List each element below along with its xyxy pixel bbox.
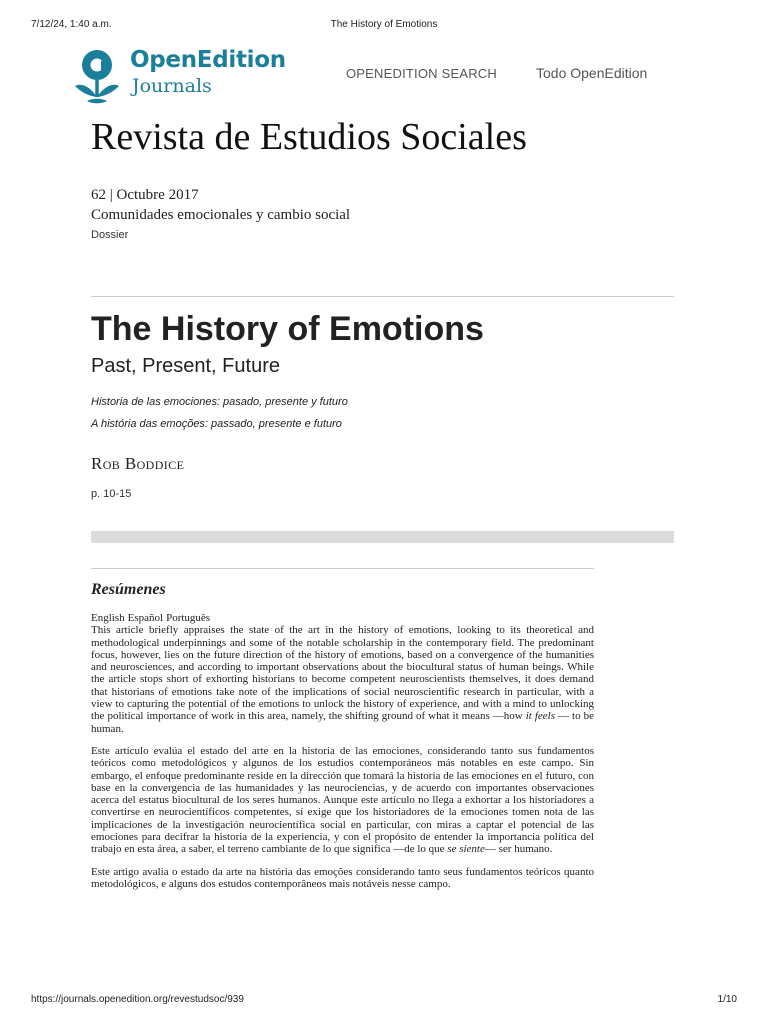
alt-title-pt: A história das emoções: passado, presente e futuro [91,418,342,430]
article-title: The History of Emotions [91,310,484,348]
abstract-language-links [91,612,594,624]
openedition-flower-icon [74,47,126,107]
toolbar-placeholder-bar [91,531,674,543]
page-range: p. 10-15 [91,488,132,500]
print-footer [0,994,768,1008]
abstract-en-emphasis: it feels [525,710,556,723]
author-name[interactable]: Rob Boddice [91,454,185,473]
lang-link-english[interactable]: English [91,612,125,624]
print-header [0,19,768,33]
print-page-number: 1/10 [717,994,737,1005]
print-url: https://journals.openedition.org/revestudsoc/939 [31,994,244,1005]
abstract-spanish [91,745,594,856]
openedition-search-link[interactable]: OPENEDITION SEARCH [346,66,497,81]
abstract-es-text-1: Este artículo evalúa el estado del arte en la historia de las emociones, considerando tanto sus fundamentos teóricos como metodológicos y algunos de los estudios contemporáneos más notables en este campo. Sin embargo, el enfoque predominante reside en la dirección que tomará la historia de las emociones en el futuro, con base en la convergencia de las humanidades y las neurociencias, y de acuerdo con importantes observaciones acerca del estatus biocultural de los seres humanos. Aunque este artículo no llega a exhortar a los historiadores a convertirse en neurocientíficos competentes, sí exige que los historiadores de la emociones tomen nota de las implicaciones de la investigación neurocientífica social en particular, con miras a captar el potencial de las emociones para decifrar la historia de la experiencia, y con el propósito de entender la importancia política del trabajo en esta área, a saber, el terreno cambiante de lo que significa —de lo que [91,744,594,856]
abstract-es-emphasis: se siente [447,843,485,856]
todo-openedition-link[interactable]: Todo OpenEdition [536,65,648,81]
abstracts-section [91,612,594,890]
article-subtitle: Past, Present, Future [91,355,280,377]
logo-sub-text: Journals [132,75,212,97]
issue-title[interactable]: Comunidades emocionales y cambio social [91,207,351,223]
abstract-english [91,624,594,735]
abstract-en-text-2: — to be human. [91,710,594,735]
lang-link-portugues[interactable]: Português [166,612,211,624]
print-datetime: 7/12/24, 1:40 a.m. [31,19,112,30]
divider [91,568,594,569]
journal-title[interactable]: Revista de Estudios Sociales [91,116,527,158]
print-page-title: The History of Emotions [330,19,438,30]
alt-title-es: Historia de las emociones: pasado, presente y futuro [91,396,348,408]
abstract-portuguese: Este artigo avalia o estado da arte na história das emoções considerando tanto seus fundamentos teóricos quanto metodológicos, e alguns dos estudos contemporâneos mais notáveis nesse campo. [91,865,594,890]
abstract-en-text-1: This article briefly appraises the state of the art in the history of emotions, looking to its theoretical and methodological underpinnings and some of the notable scholarship in the contemporary field. The predominant focus, however, lies on the future direction of the history of emotions, based on a convergence of the humanities and neurosciences, and according to important observations about the biocultural status of human beings. While the article stops short of exhorting historians to become competent neuroscientists themselves, it does demand that historians of emotions take note of the implications of social neuroscientific research in particular, with a view to capturing the potential of the emotions to unlock the history of experience, and with a mind to unlocking the political importance of work in this area, namely, the shifting ground of what it means —how [91,624,594,723]
openedition-journals-logo[interactable] [74,47,304,107]
abstract-es-text-2: — ser humano. [484,843,553,856]
section-label[interactable]: Dossier [91,229,129,241]
issue-number[interactable]: 62 | Octubre 2017 [91,187,199,203]
lang-link-espanol[interactable]: Español [127,612,164,624]
logo-brand-text: OpenEdition [130,47,286,73]
divider [91,296,674,297]
abstracts-heading: Resúmenes [91,581,166,598]
